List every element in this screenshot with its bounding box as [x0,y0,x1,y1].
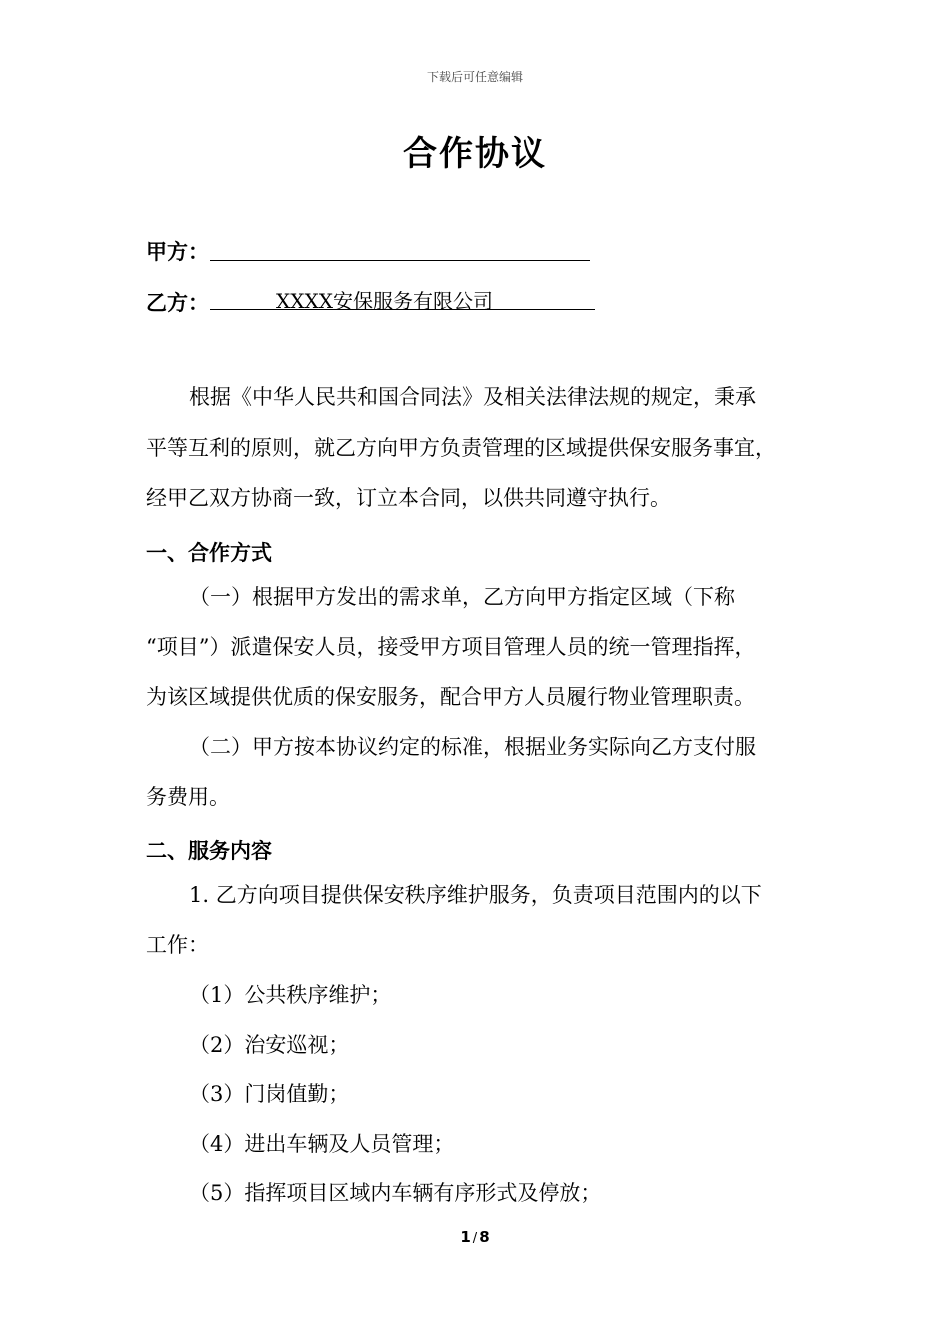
party-b-value: XXXX安保服务有限公司 [276,289,493,313]
party-a-field [210,230,590,261]
party-b-field [210,279,595,313]
intro-line-3: 经甲乙双方协商一致，订立本合同，以供共同遵守执行。 [146,486,671,510]
document-title: 合作协议 [403,134,547,174]
section-1-heading: 一、合作方式 [146,541,272,565]
list-item: （3）门岗值勤； [189,1082,350,1106]
page-total: 8 [479,1228,490,1246]
section-1-p1-line-2: “项目”）派遣保安人员，接受甲方项目管理人员的统一管理指挥， [146,635,756,659]
section-1-p2-line-1: （二）甲方按本协议约定的标准，根据业务实际向乙方支付服 [189,735,756,759]
party-a-label: 甲方： [146,240,209,264]
section-1-p1-line-3: 为该区域提供优质的保安服务，配合甲方人员履行物业管理职责。 [146,685,755,709]
section-1-p1-line-1: （一）根据甲方发出的需求单，乙方向甲方指定区域（下称 [189,585,735,609]
party-b-label: 乙方： [146,291,209,315]
page-separator: / [472,1231,478,1246]
list-item: （4）进出车辆及人员管理； [189,1132,455,1156]
list-item: （1）公共秩序维护； [189,983,392,1007]
intro-line-1: 根据《中华人民共和国合同法》及相关法律法规的规定，秉承 [189,385,756,409]
section-2-item-1-line-1: 1. 乙方向项目提供保安秩序维护服务，负责项目范围内的以下 [189,883,762,907]
section-1-p2-line-2: 务费用。 [146,785,230,809]
page-current: 1 [460,1228,471,1246]
list-item: （2）治安巡视； [189,1033,350,1057]
section-2-heading: 二、服务内容 [146,839,272,863]
list-item: （5）指挥项目区域内车辆有序形式及停放； [189,1181,602,1205]
intro-line-2: 平等互利的原则，就乙方向甲方负责管理的区域提供保安服务事宜， [146,436,776,460]
header-note: 下载后可任意编辑 [426,70,523,84]
section-2-item-1-line-2: 工作： [146,933,209,957]
page-number [0,1228,950,1246]
